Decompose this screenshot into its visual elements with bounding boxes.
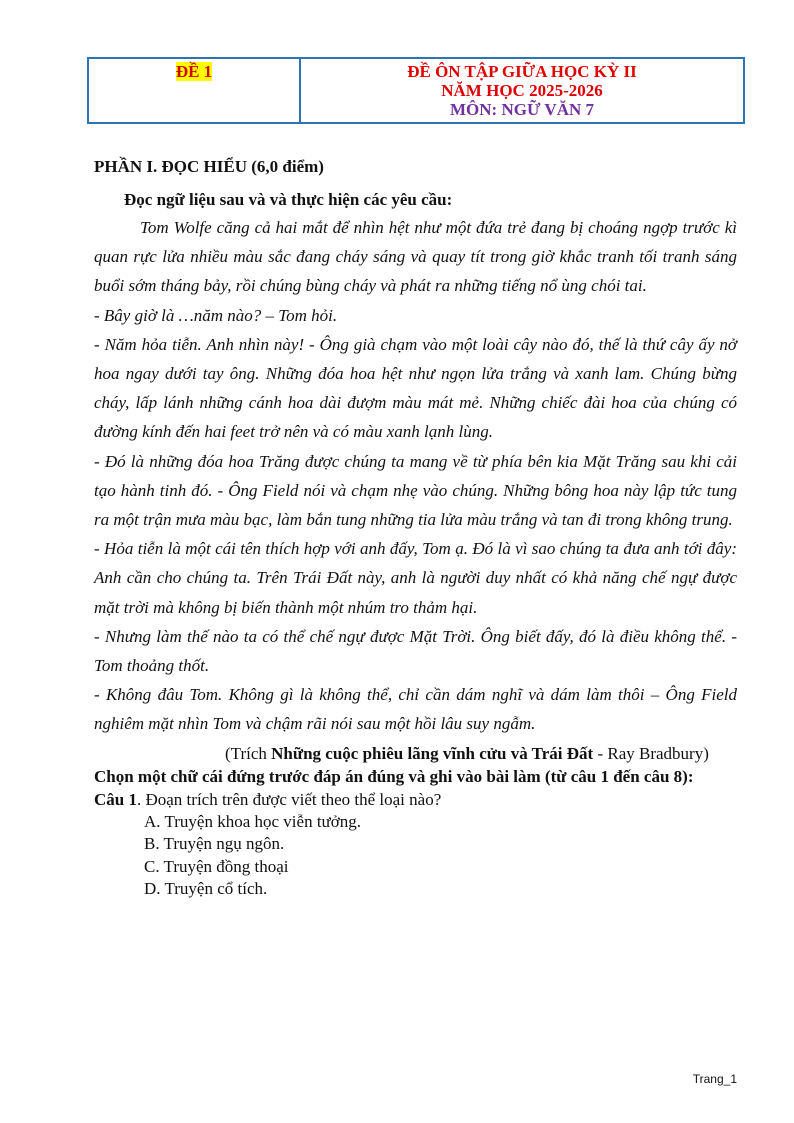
page-number: Trang_1 bbox=[692, 1072, 737, 1086]
passage-paragraph: - Không đâu Tom. Không gì là không thể, chỉ cần dám nghĩ và dám làm thôi – Ông Field nghiêm mặt nhìn Tom và chậm rãi nói sau một hồi lâu suy ngẫm. bbox=[94, 685, 737, 734]
exam-title: ĐỀ ÔN TẬP GIỮA HỌC KỲ II bbox=[407, 62, 637, 81]
question-text: . Đoạn trích trên được viết theo thể loại nào? bbox=[136, 789, 442, 809]
answer-option-b: B. Truyện ngụ ngôn. bbox=[144, 834, 285, 854]
school-year: NĂM HỌC 2025-2026 bbox=[441, 81, 603, 100]
question-label: Câu 1 bbox=[94, 789, 137, 809]
passage-paragraph: Tom Wolfe căng cả hai mắt để nhìn hệt như một đứa trẻ đang bị choáng ngợp trước kì quan rực lửa nhiều màu sắc đang cháy sáng và quay tít trong giờ khắc tranh tối tranh sáng buổi sớm tháng bảy, rồi chúng bùng cháy và phát ra những tiếng nổ ùng chói tai. bbox=[94, 218, 737, 296]
answer-options bbox=[94, 811, 737, 901]
reading-instruction: Đọc ngữ liệu sau và và thực hiện các yêu cầu: bbox=[124, 190, 453, 209]
exam-number-label: ĐỀ 1 bbox=[175, 62, 213, 81]
header-left-cell bbox=[89, 59, 301, 122]
document-body bbox=[94, 155, 737, 901]
passage-paragraph: - Hỏa tiễn là một cái tên thích hợp với anh đấy, Tom ạ. Đó là vì sao chúng ta đưa anh tới đây: Anh cần cho chúng ta. Trên Trái Đất này, anh là người duy nhất có khả năng chế ngự được mặt trời mà không bị biến thành một nhúm tro thảm hại. bbox=[94, 539, 737, 617]
section-title: PHẦN I. ĐỌC HIỂU (6,0 điểm) bbox=[94, 157, 324, 176]
passage-paragraph: - Nhưng làm thế nào ta có thể chế ngự được Mặt Trời. Ông biết đấy, đó là điều không thể. - Tom thoảng thốt. bbox=[94, 626, 737, 676]
passage-paragraph: - Bây giờ là …năm nào? – Tom hỏi. bbox=[94, 305, 338, 325]
question-instruction: Chọn một chữ cái đứng trước đáp án đúng và ghi vào bài làm (từ câu 1 đến câu 8): bbox=[94, 766, 694, 786]
source-book-title: Những cuộc phiêu lãng vĩnh cửu và Trái Đất bbox=[271, 743, 594, 763]
question-1 bbox=[94, 789, 737, 811]
answer-option-c: C. Truyện đồng thoại bbox=[144, 856, 289, 876]
passage-paragraph: - Đó là những đóa hoa Trăng được chúng ta mang về từ phía bên kia Mặt Trăng sau khi cải tạo hành tinh đó. - Ông Field nói và chạm nhẹ vào chúng. Những bông hoa này lập tức tung ra một trận mưa màu bạc, làm bắn tung những tia lửa màu trắng và tan đi trong không trung. bbox=[94, 451, 737, 530]
answer-option-d: D. Truyện cổ tích. bbox=[144, 879, 268, 899]
header-table bbox=[87, 57, 745, 124]
passage-paragraph: - Năm hỏa tiễn. Anh nhìn này! - Ông già chạm vào một loài cây nào đó, thế là thứ cây ấy nở hoa ngay dưới tay ông. Những đóa hoa hệt như ngọn lửa trắng và xanh lam. Chúng bừng cháy, lấp lánh những cánh hoa dài đượm màu mát mẻ. Những chiếc đài hoa của chúng có đường kính đến hai feet trở nên và có màu xanh lạnh lùng. bbox=[94, 334, 737, 442]
header-right-cell bbox=[301, 59, 743, 122]
answer-option-a: A. Truyện khoa học viễn tưởng. bbox=[144, 811, 361, 831]
source-author: - Ray Bradbury) bbox=[593, 743, 709, 763]
source-prefix: (Trích bbox=[225, 743, 272, 763]
reading-passage bbox=[94, 213, 737, 739]
passage-source bbox=[94, 743, 737, 765]
subject-title: MÔN: NGỮ VĂN 7 bbox=[449, 100, 594, 119]
